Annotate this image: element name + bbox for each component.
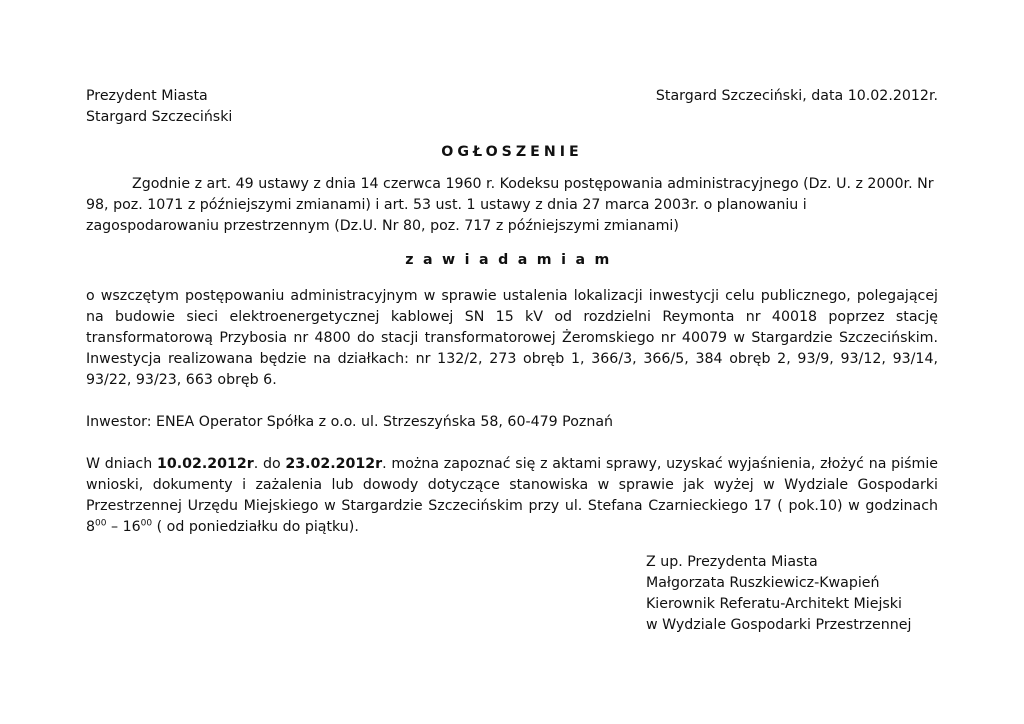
document-body bbox=[86, 86, 938, 636]
signature-authority: Z up. Prezydenta Miasta bbox=[646, 554, 818, 571]
hour-dash: – bbox=[106, 519, 123, 535]
document-title: OGŁOSZENIE bbox=[441, 144, 583, 160]
investor-line: Inwestor: ENEA Operator Spółka z o.o. ul. Strzeszyńska 58, 60-479 Poznań bbox=[86, 414, 614, 430]
dates-body: . można zapoznać się z aktami sprawy, uzyskać wyjaśnienia, złożyć na piśmie wnioski, dokumenty i zażalenia lub dowody dotyczące stanowiska w sprawie jak wyżej w Wydziale Gospodarki Przestrzennej Urzędu Miejskiego w Stargardzie Szczecińskim przy ul. Stefana Czarnieckiego 17 ( pok.10) w godzinach bbox=[86, 456, 938, 514]
date-to: 23.02.2012r bbox=[285, 456, 383, 472]
date-from: 10.02.2012r bbox=[156, 456, 254, 472]
issuer-city: Stargard Szczeciński bbox=[86, 109, 233, 125]
signature-name: Małgorzata Ruszkiewicz-Kwapień bbox=[646, 575, 880, 592]
document-header bbox=[86, 86, 938, 128]
issuer-block bbox=[86, 86, 232, 128]
dates-suffix: ( od poniedziałku do piątku). bbox=[152, 519, 359, 535]
signature-block bbox=[646, 552, 938, 636]
dates-middle: . do bbox=[253, 456, 286, 472]
dates-prefix: W dniach bbox=[86, 456, 157, 472]
hour-end-minutes: 00 bbox=[140, 518, 153, 529]
hour-start: 8 bbox=[86, 519, 96, 535]
signature-position: Kierownik Referatu-Architekt Miejski bbox=[646, 596, 902, 613]
legal-basis-paragraph: Zgodnie z art. 49 ustawy z dnia 14 czerwca 1960 r. Kodeksu postępowania administracyjnego (Dz. U. z 2000r. Nr 98, poz. 1071 z późniejszymi zmianami) i art. 53 ust. 1 ustawy z dnia 27 marca 2003r. o planowaniu i zagospodarowaniu przestrzennym (Dz.U. Nr 80, poz. 717 z późniejszymi zmianami) bbox=[86, 176, 934, 234]
hour-start-minutes: 00 bbox=[95, 518, 107, 529]
issuer-title: Prezydent Miasta bbox=[86, 88, 208, 104]
consultation-dates-paragraph bbox=[86, 454, 938, 538]
signature-department: w Wydziale Gospodarki Przestrzennej bbox=[646, 617, 912, 634]
place-and-date: Stargard Szczeciński, data 10.02.2012r. bbox=[655, 88, 938, 104]
hour-end: 16 bbox=[122, 519, 141, 535]
investment-description: o wszczętym postępowaniu administracyjnym w sprawie ustalenia lokalizacji inwestycji celu publicznego, polegającej na budowie sieci elektroenergetycznej kablowej SN 15 kV od rozdzielni Reymonta nr 40018 poprzez stację transformatorową Przybosia nr 4800 do stacji transformatorowej Żeromskiego nr 40079 w Stargardzie Szczecińskim. Inwestycja realizowana będzie na działkach: nr 132/2, 273 obręb 1, 366/3, 366/5, 384 obręb 2, 93/9, 93/12, 93/14, 93/22, 93/23, 663 obręb 6. bbox=[86, 288, 938, 388]
announcement-verb: zawiadamiam bbox=[405, 252, 619, 268]
